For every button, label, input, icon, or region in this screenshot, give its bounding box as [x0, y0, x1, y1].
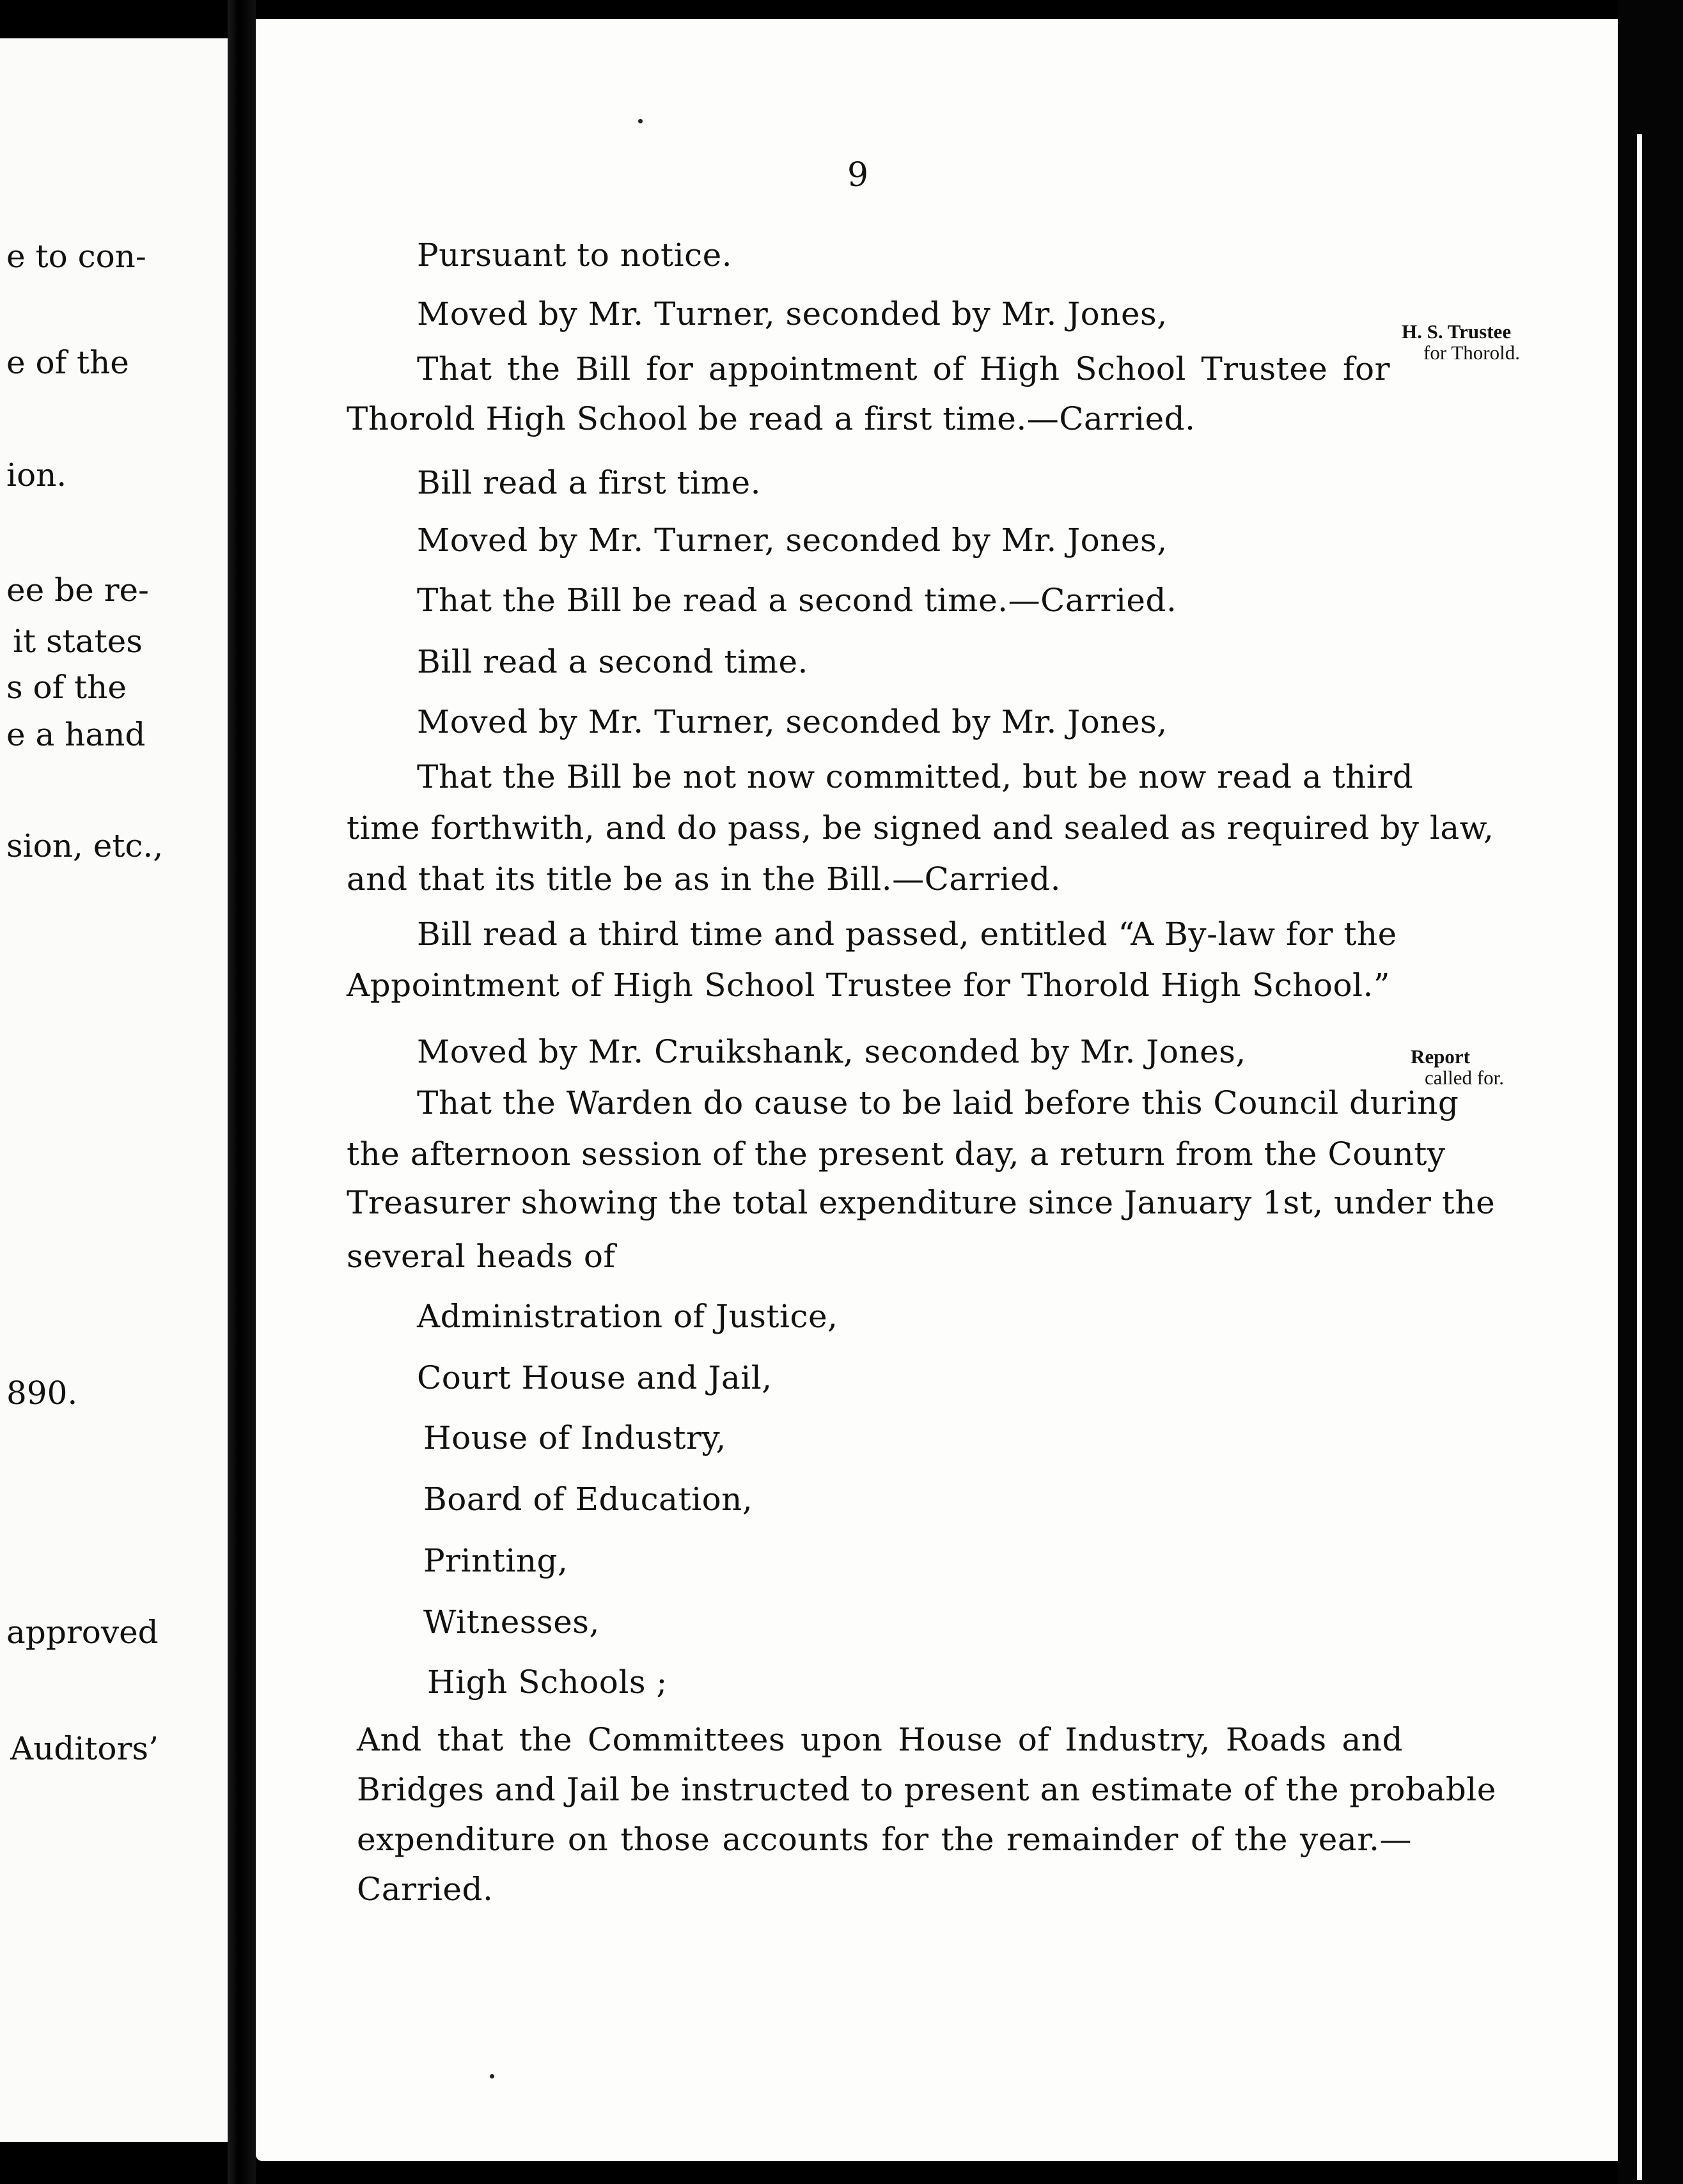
body-line: And that the Committees upon House of Industry, Roads and	[357, 1721, 1403, 1758]
body-line: Bill read a first time.	[417, 464, 762, 501]
body-line: That the Bill be not now committed, but be now read a third	[417, 758, 1414, 795]
body-line: Thorold High School be read a first time.—Carried.	[347, 400, 1196, 437]
body-line: Moved by Mr. Cruikshank, seconded by Mr. Jones,	[417, 1033, 1246, 1070]
body-line: That the Bill for appointment of High School Trustee for	[417, 350, 1390, 387]
left-page-line: approved	[6, 1614, 159, 1651]
body-line: Pursuant to notice.	[417, 237, 733, 274]
ink-speck	[638, 119, 643, 123]
list-item: Printing,	[423, 1542, 568, 1579]
body-line: Treasurer showing the total expenditure since January 1st, under the	[347, 1184, 1496, 1221]
list-item: High Schools ;	[427, 1664, 668, 1701]
ink-speck	[490, 2074, 494, 2079]
body-line: the afternoon session of the present day, a return from the County	[347, 1135, 1446, 1173]
body-line: Moved by Mr. Turner, seconded by Mr. Jones,	[417, 703, 1168, 740]
margin-note-report	[1411, 1046, 1504, 1089]
list-item: Board of Education,	[423, 1481, 753, 1518]
body-line: and that its title be as in the Bill.—Carried.	[347, 861, 1061, 898]
body-line: Carried.	[357, 1871, 494, 1908]
list-item: Witnesses,	[423, 1603, 600, 1641]
margin-note-line: Report	[1411, 1045, 1470, 1068]
body-line: That the Bill be read a second time.—Carried.	[417, 582, 1177, 619]
body-line: That the Warden do cause to be laid before this Council during	[417, 1084, 1459, 1121]
left-page-line: ion.	[6, 456, 67, 494]
left-page-line: e of the	[6, 344, 129, 381]
list-item: Court House and Jail,	[417, 1359, 772, 1396]
margin-note-trustee	[1402, 321, 1520, 364]
left-page-line: e a hand	[6, 716, 146, 753]
body-line: Appointment of High School Trustee for Thorold High School.”	[347, 967, 1390, 1004]
page-edge	[1618, 0, 1683, 2184]
body-line: time forthwith, and do pass, be signed and sealed as required by law,	[347, 809, 1494, 846]
body-line: Bridges and Jail be instructed to present an estimate of the probable	[357, 1771, 1496, 1808]
margin-note-line: for Thorold.	[1423, 341, 1520, 364]
margin-note-line: H. S. Trustee	[1402, 320, 1512, 343]
body-line: Bill read a second time.	[417, 643, 808, 680]
left-page-line: sion, etc.,	[6, 827, 164, 864]
body-line: Moved by Mr. Turner, seconded by Mr. Jones,	[417, 295, 1168, 332]
list-item: House of Industry,	[423, 1419, 726, 1456]
left-page-line: it states	[13, 623, 143, 660]
list-item: Administration of Justice,	[417, 1298, 838, 1335]
left-page-line: 890.	[6, 1375, 78, 1412]
left-page-line: Auditors’	[10, 1730, 159, 1767]
margin-note-line: called for.	[1425, 1066, 1504, 1089]
body-line: Moved by Mr. Turner, seconded by Mr. Jones,	[417, 522, 1168, 559]
body-line: Bill read a third time and passed, entitled “A By-law for the	[417, 916, 1397, 953]
left-page-line: s of the	[6, 669, 127, 706]
book-gutter	[228, 0, 256, 2184]
left-page-line: ee be re-	[6, 572, 149, 609]
body-line: expenditure on those accounts for the remainder of the year.—	[357, 1821, 1412, 1858]
page-number: 9	[847, 156, 869, 194]
body-line: several heads of	[347, 1238, 616, 1275]
left-page-line: e to con-	[6, 238, 146, 275]
